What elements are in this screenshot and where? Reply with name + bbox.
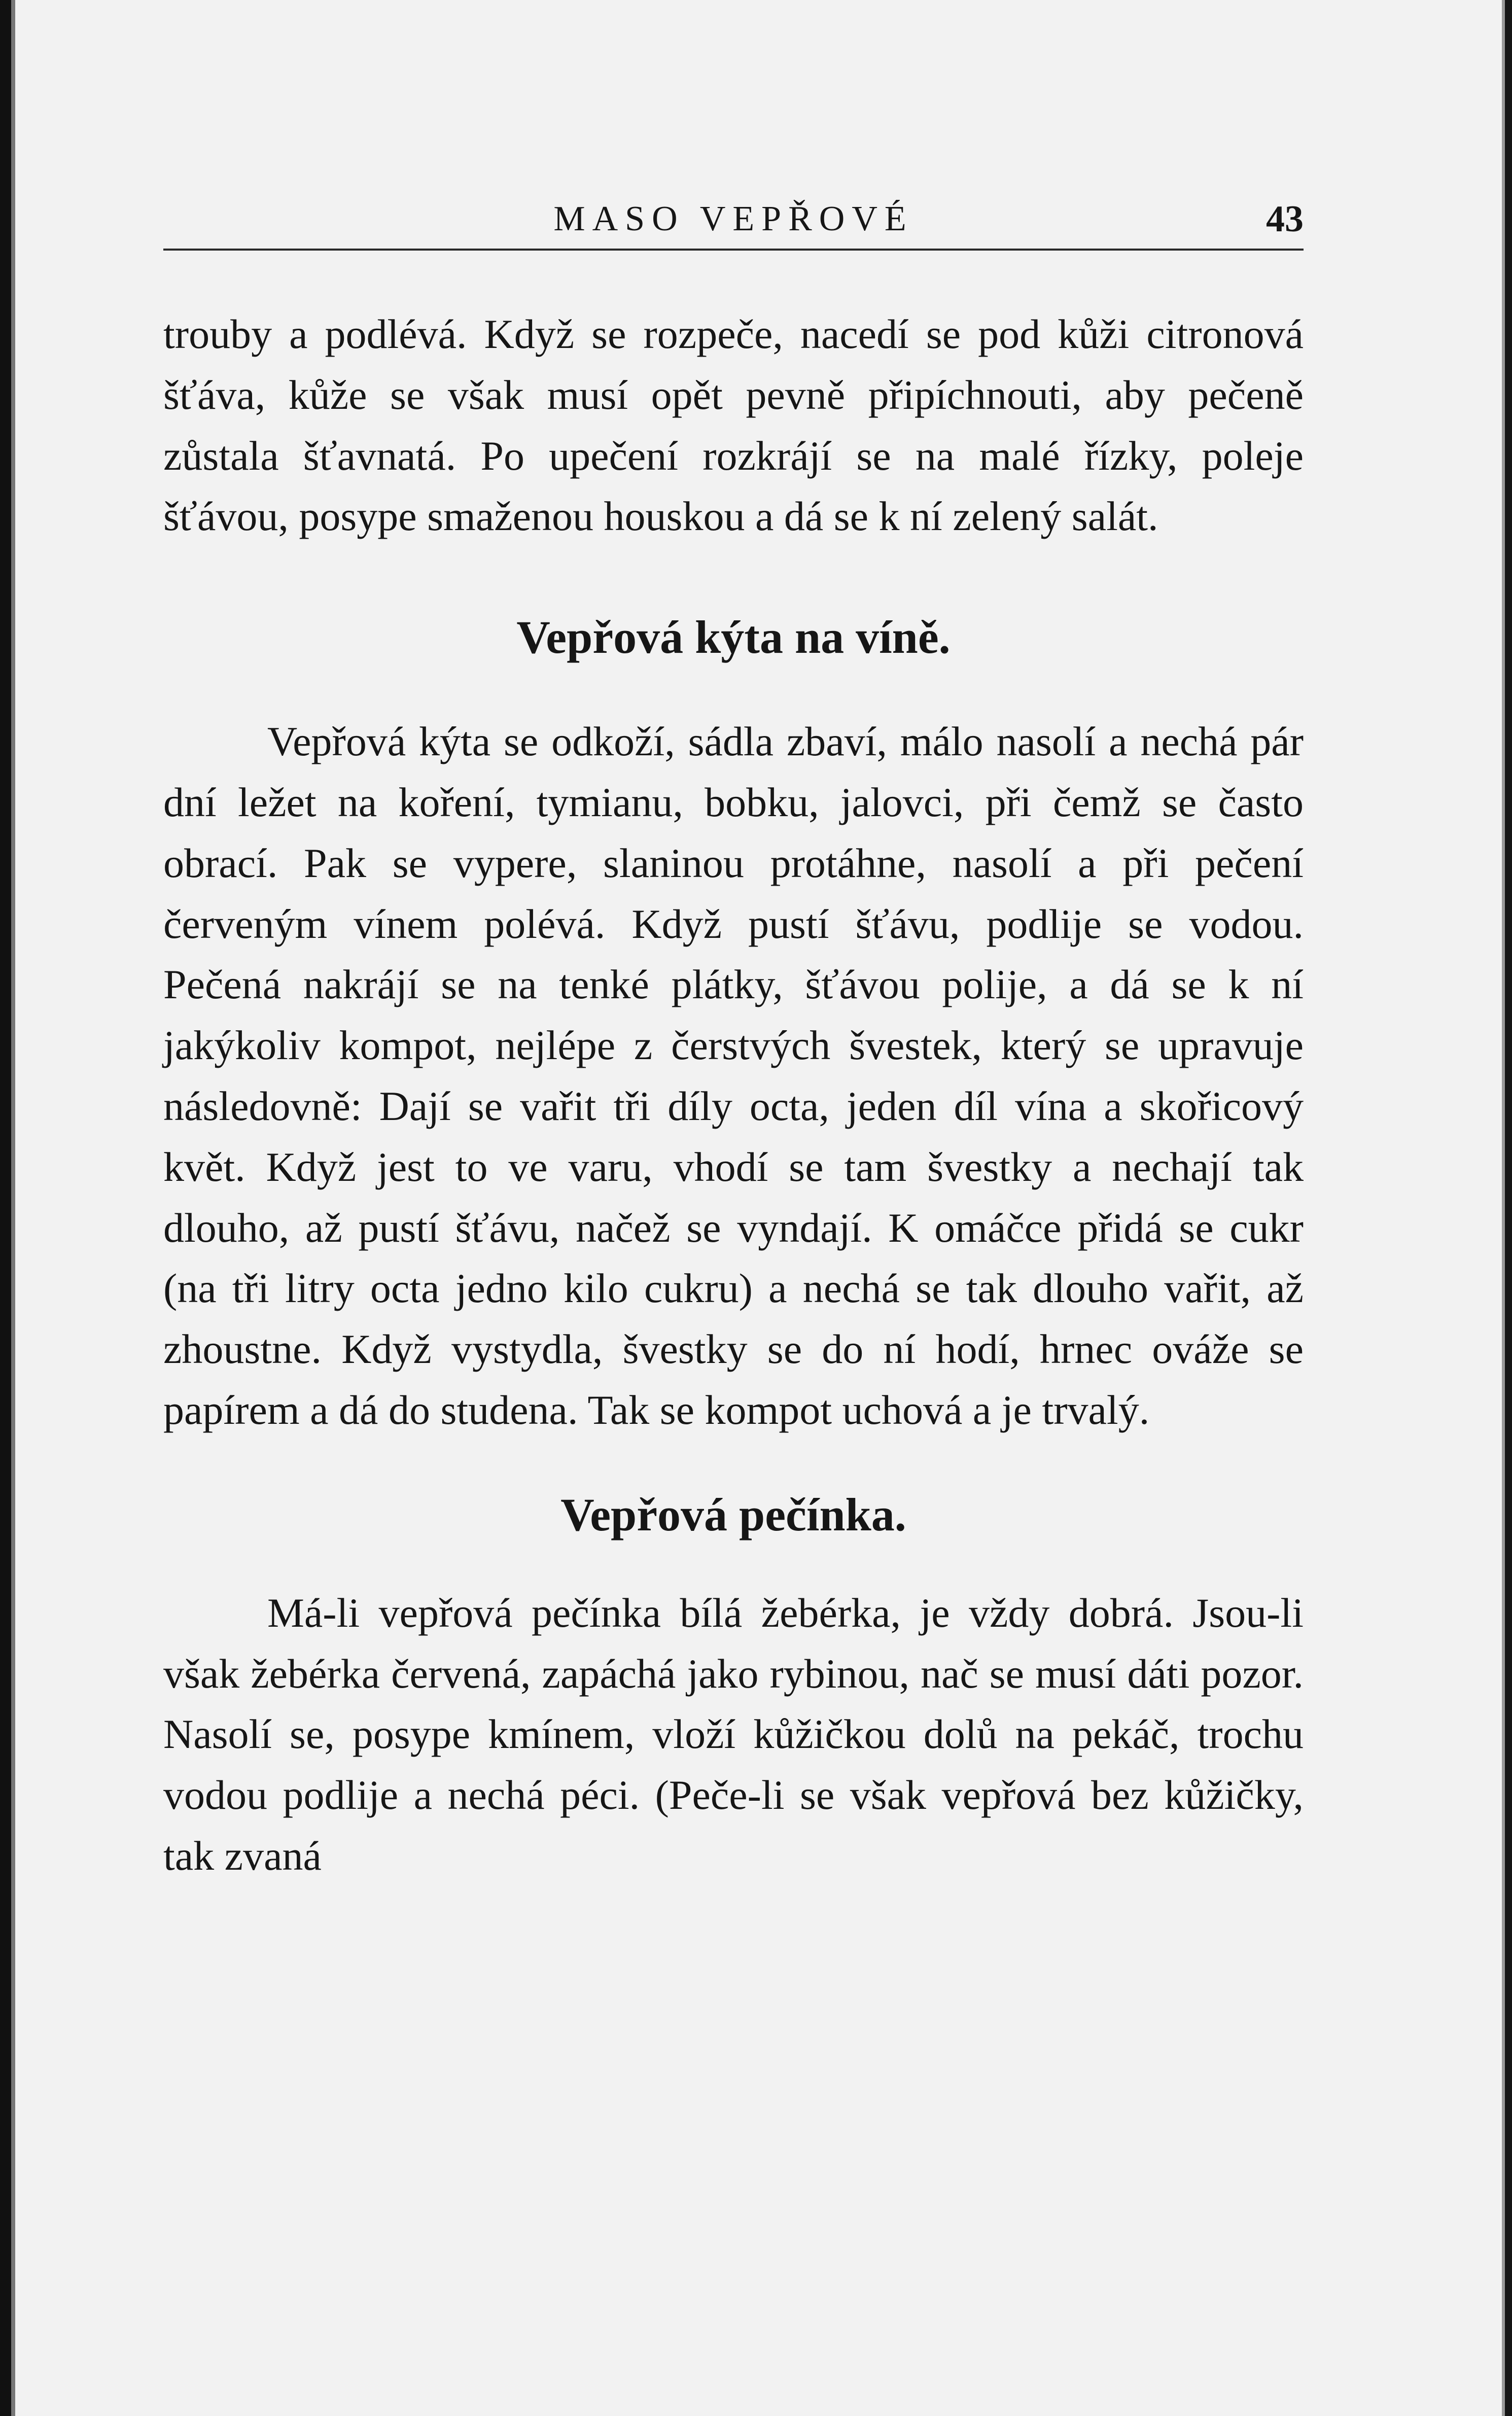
- section-paragraph-kyta: Vepřová kýta se odkoží, sádla zbaví, málo nasolí a nechá pár dní ležet na koření, tymianu, bobku, jalovci, při čemž se často obrací. Pak se vypere, slaninou protáhne, nasolí a při pečení červeným vínem polévá. Když pustí šťávu, podlije se vodou. Pečená nakrájí se na tenké plátky, šťávou polije, a dá se k ní jakýkoliv kompot, nejlépe z čerstvých švestek, který se upravuje následovně: Dají se vařit tři díly octa, jeden díl vína a skořicový květ. Když jest to ve varu, vhodí se tam švestky a nechají tak dlouho, až pustí šťávu, načež se vyndají. K omáčce přidá se cukr (na tři litry octa jedno kilo cukru) a nechá se tak dlouho vařit, až zhoustne. Když vystydla, švestky se do ní hodí, hrnec ováže se papírem a dá do studena. Tak se kompot uchová a je trvalý.: [163, 718, 1304, 1433]
- section-paragraph-pecinka: Má-li vepřová pečínka bílá žebérka, je vždy dobrá. Jsou-li však žebérka červená, zapáchá jako rybinou, nač se musí dáti pozor. Nasolí se, posype kmínem, vloží kůžičkou dolů na pekáč, trochu vodou podlije a nechá péci. (Peče-li se však vepřová bez kůžičky, tak zvaná: [163, 1589, 1304, 1879]
- page-number: 43: [1266, 198, 1304, 240]
- page-body: [163, 304, 1304, 1886]
- running-header: [163, 193, 1304, 251]
- book-page: [163, 193, 1304, 2323]
- scan-left-edge: [0, 0, 11, 2416]
- running-title: MASO VEPŘOVÉ: [553, 199, 913, 238]
- scan-right-edge: [1505, 0, 1512, 2416]
- intro-paragraph: trouby a podlévá. Když se rozpeče, nacedí se pod kůži citronová šťáva, kůže se však musí opět pevně připíchnouti, aby pečeně zůstala šťavnatá. Po upečení rozkrájí se na malé řízky, poleje šťávou, posype smaženou houskou a dá se k ní zelený salát.: [163, 311, 1304, 540]
- scan-left-shadow: [11, 0, 15, 2416]
- scan-right-shadow: [1502, 0, 1505, 2416]
- section-heading-pecinka: Vepřová pečínka.: [560, 1488, 906, 1540]
- section-heading-kyta: Vepřová kýta na víně.: [516, 611, 951, 663]
